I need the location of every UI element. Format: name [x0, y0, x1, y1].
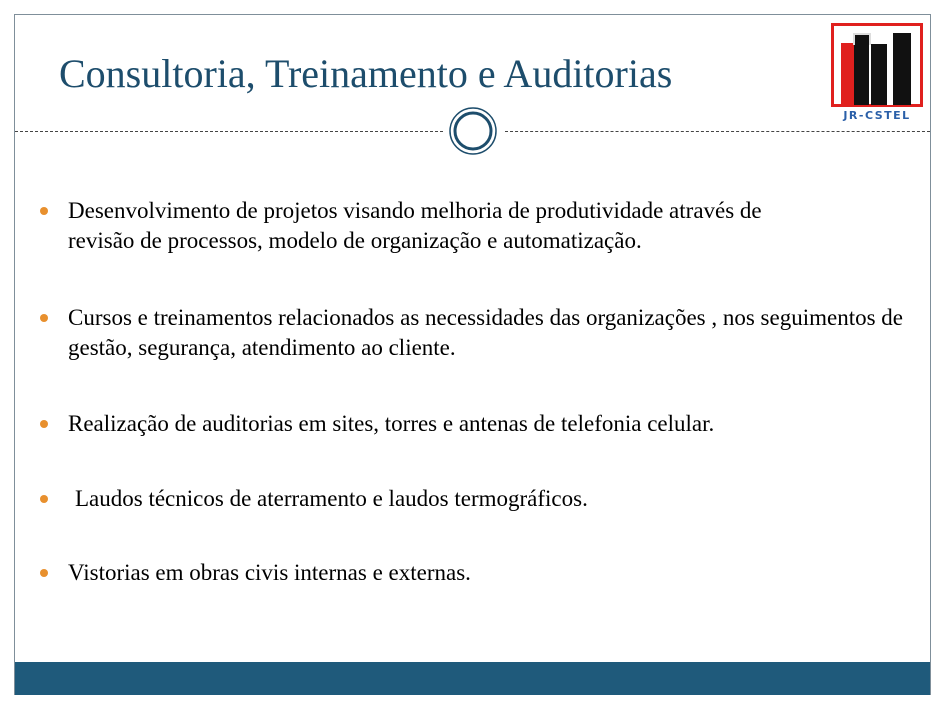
bullet-text: Cursos e treinamentos relacionados as necessidades das organizações , nos seguimentos de gestão, segurança, atendimento ao cliente.	[68, 305, 904, 360]
company-logo	[831, 23, 923, 124]
slide-title: Consultoria, Treinamento e Auditorias	[59, 51, 673, 96]
bullet-item	[40, 484, 920, 514]
bullet-text: Laudos técnicos de aterramento e laudos termográficos.	[75, 486, 588, 511]
bullet-dot-icon	[40, 495, 48, 503]
logo-text: JR-CSTEL	[843, 109, 911, 122]
title-divider-right	[505, 131, 930, 132]
bullet-list	[40, 196, 920, 588]
bullet-dot-icon	[40, 420, 48, 428]
circle-ornament-icon	[449, 107, 497, 155]
bullet-text: Vistorias em obras civis internas e externas.	[68, 560, 471, 585]
bullet-item	[40, 303, 920, 363]
bullet-item	[40, 409, 920, 439]
footer-bar	[15, 662, 930, 695]
bullet-item	[40, 196, 828, 256]
bullet-text: Realização de auditorias em sites, torres e antenas de telefonia celular.	[68, 411, 715, 436]
title-divider-left	[15, 131, 443, 132]
bullet-text: Desenvolvimento de projetos visando melhoria de produtividade através de revisão de processos, modelo de organização e automatização.	[68, 198, 762, 253]
bullet-dot-icon	[40, 207, 48, 215]
bullet-item	[40, 558, 920, 588]
bullet-dot-icon	[40, 569, 48, 577]
bullet-dot-icon	[40, 314, 48, 322]
